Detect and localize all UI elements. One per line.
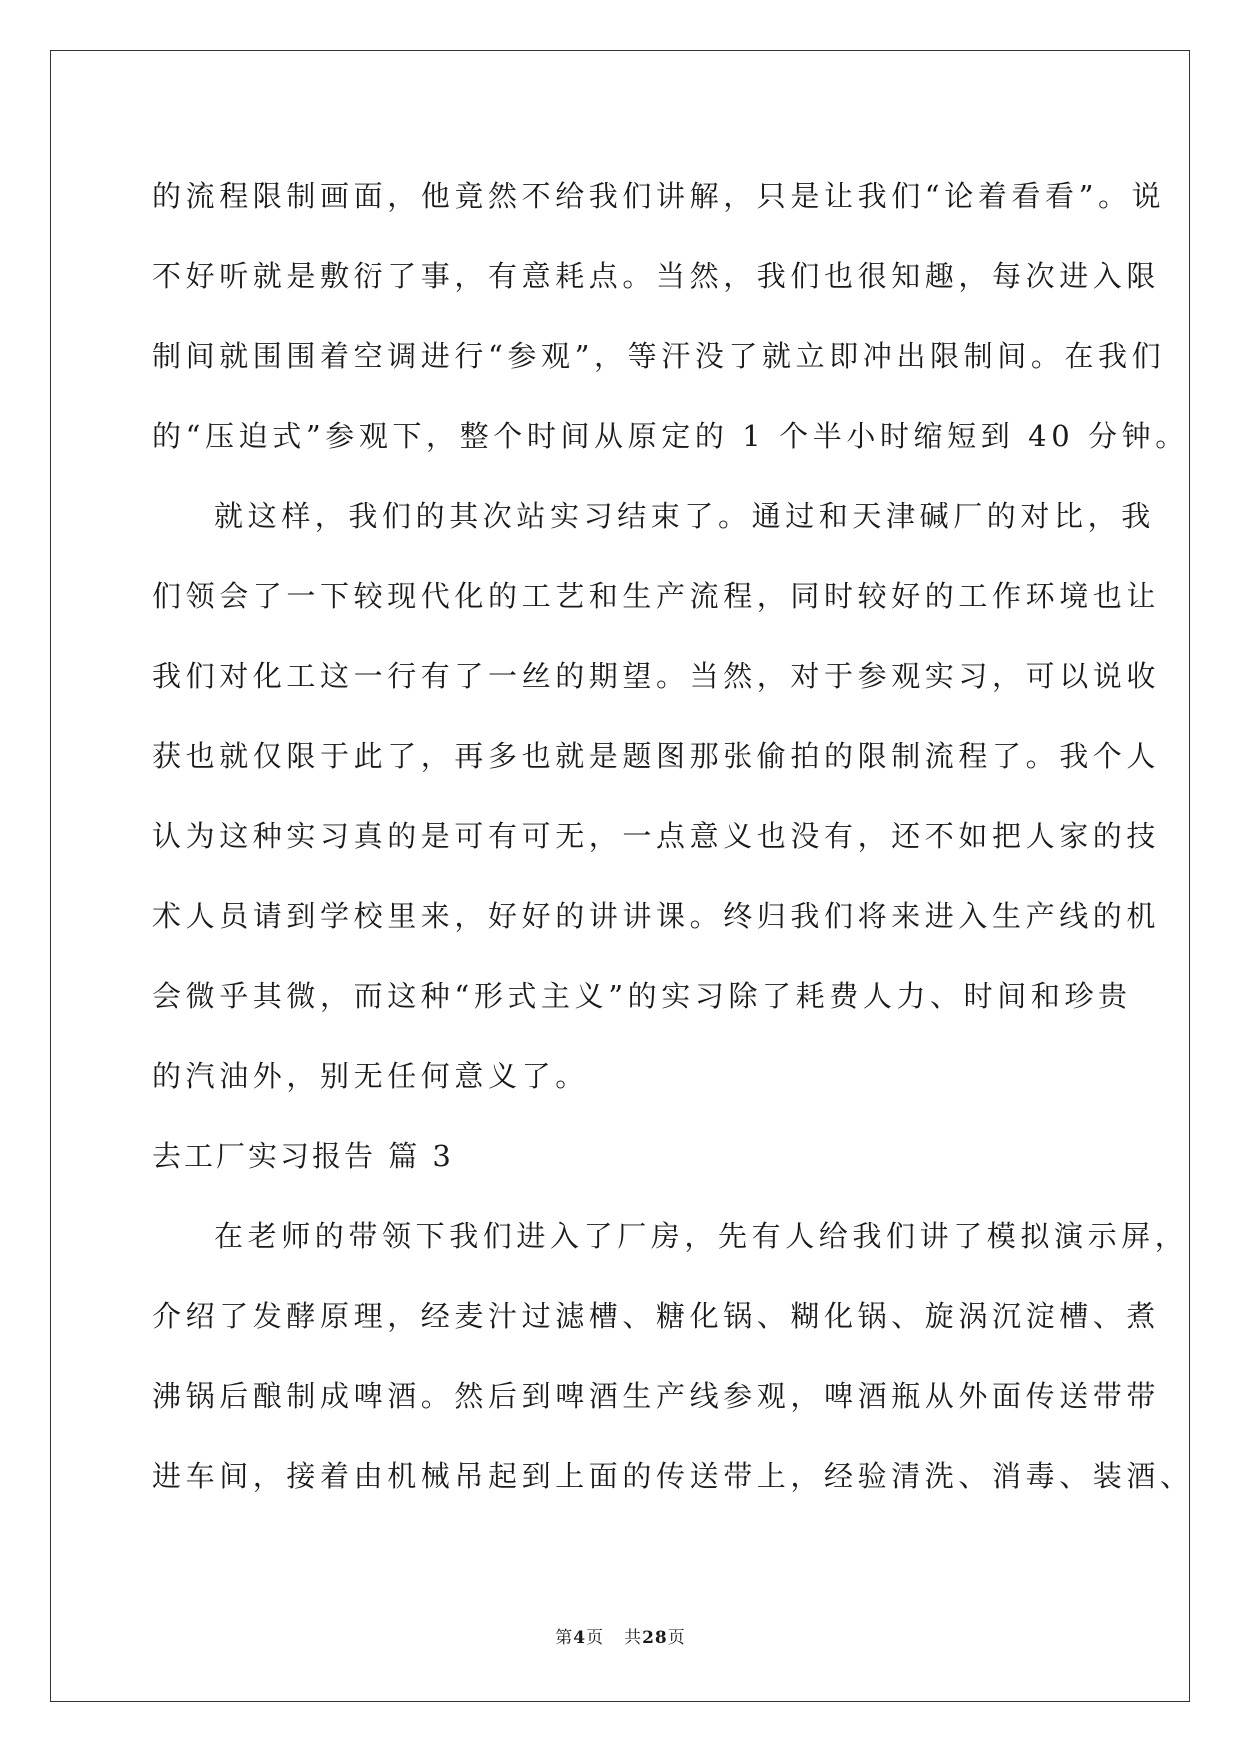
page-border — [50, 50, 1190, 1702]
body-text-line: 的汽油外，别无任何意义了。 — [152, 1059, 589, 1093]
body-text-line: 在老师的带领下我们进入了厂房，先有人给我们讲了模拟演示屏， — [214, 1219, 1189, 1253]
page-number: 4 — [573, 1628, 587, 1648]
body-text-line: 们领会了一下较现代化的工艺和生产流程，同时较好的工作环境也让 — [152, 579, 1161, 613]
page-footer — [0, 1626, 1241, 1650]
body-text-line: 认为这种实习真的是可有可无，一点意义也没有，还不如把人家的技 — [152, 819, 1161, 853]
body-text-line: 获也就仅限于此了，再多也就是题图那张偷拍的限制流程了。我个人 — [152, 739, 1161, 773]
body-text-line: 术人员请到学校里来，好好的讲讲课。终归我们将来进入生产线的机 — [152, 899, 1161, 933]
body-text-line: 介绍了发酵原理，经麦汁过滤槽、糖化锅、糊化锅、旋涡沉淀槽、煮 — [152, 1299, 1161, 1333]
body-text-line: 沸锅后酿制成啤酒。然后到啤酒生产线参观，啤酒瓶从外面传送带带 — [152, 1379, 1161, 1413]
total-prefix: 共 — [624, 1628, 643, 1648]
page-prefix: 第 — [555, 1628, 574, 1648]
body-text-line: 制间就围围着空调进行“参观”，等汗没了就立即冲出限制间。在我们 — [152, 339, 1166, 373]
total-suffix: 页 — [667, 1628, 686, 1648]
page-suffix: 页 — [586, 1628, 605, 1648]
body-text-line: 进车间，接着由机械吊起到上面的传送带上，经验清洗、消毒、装酒、 — [152, 1459, 1194, 1493]
total-pages: 28 — [642, 1628, 668, 1648]
body-text-line: 的流程限制画面，他竟然不给我们讲解，只是让我们“论着看看”。说 — [152, 179, 1166, 213]
body-text-line: 我们对化工这一行有了一丝的期望。当然，对于参观实习，可以说收 — [152, 659, 1161, 693]
body-text-line: 会微乎其微，而这种“形式主义”的实习除了耗费人力、时间和珍贵 — [152, 979, 1132, 1013]
section-heading: 去工厂实习报告 篇 3 — [152, 1139, 454, 1173]
body-text-line: 的“压迫式”参观下，整个时间从原定的 1 个半小时缩短到 40 分钟。 — [152, 419, 1189, 453]
body-text-line: 就这样，我们的其次站实习结束了。通过和天津碱厂的对比，我 — [214, 499, 1155, 533]
body-text-line: 不好听就是敷衍了事，有意耗点。当然，我们也很知趣，每次进入限 — [152, 259, 1161, 293]
